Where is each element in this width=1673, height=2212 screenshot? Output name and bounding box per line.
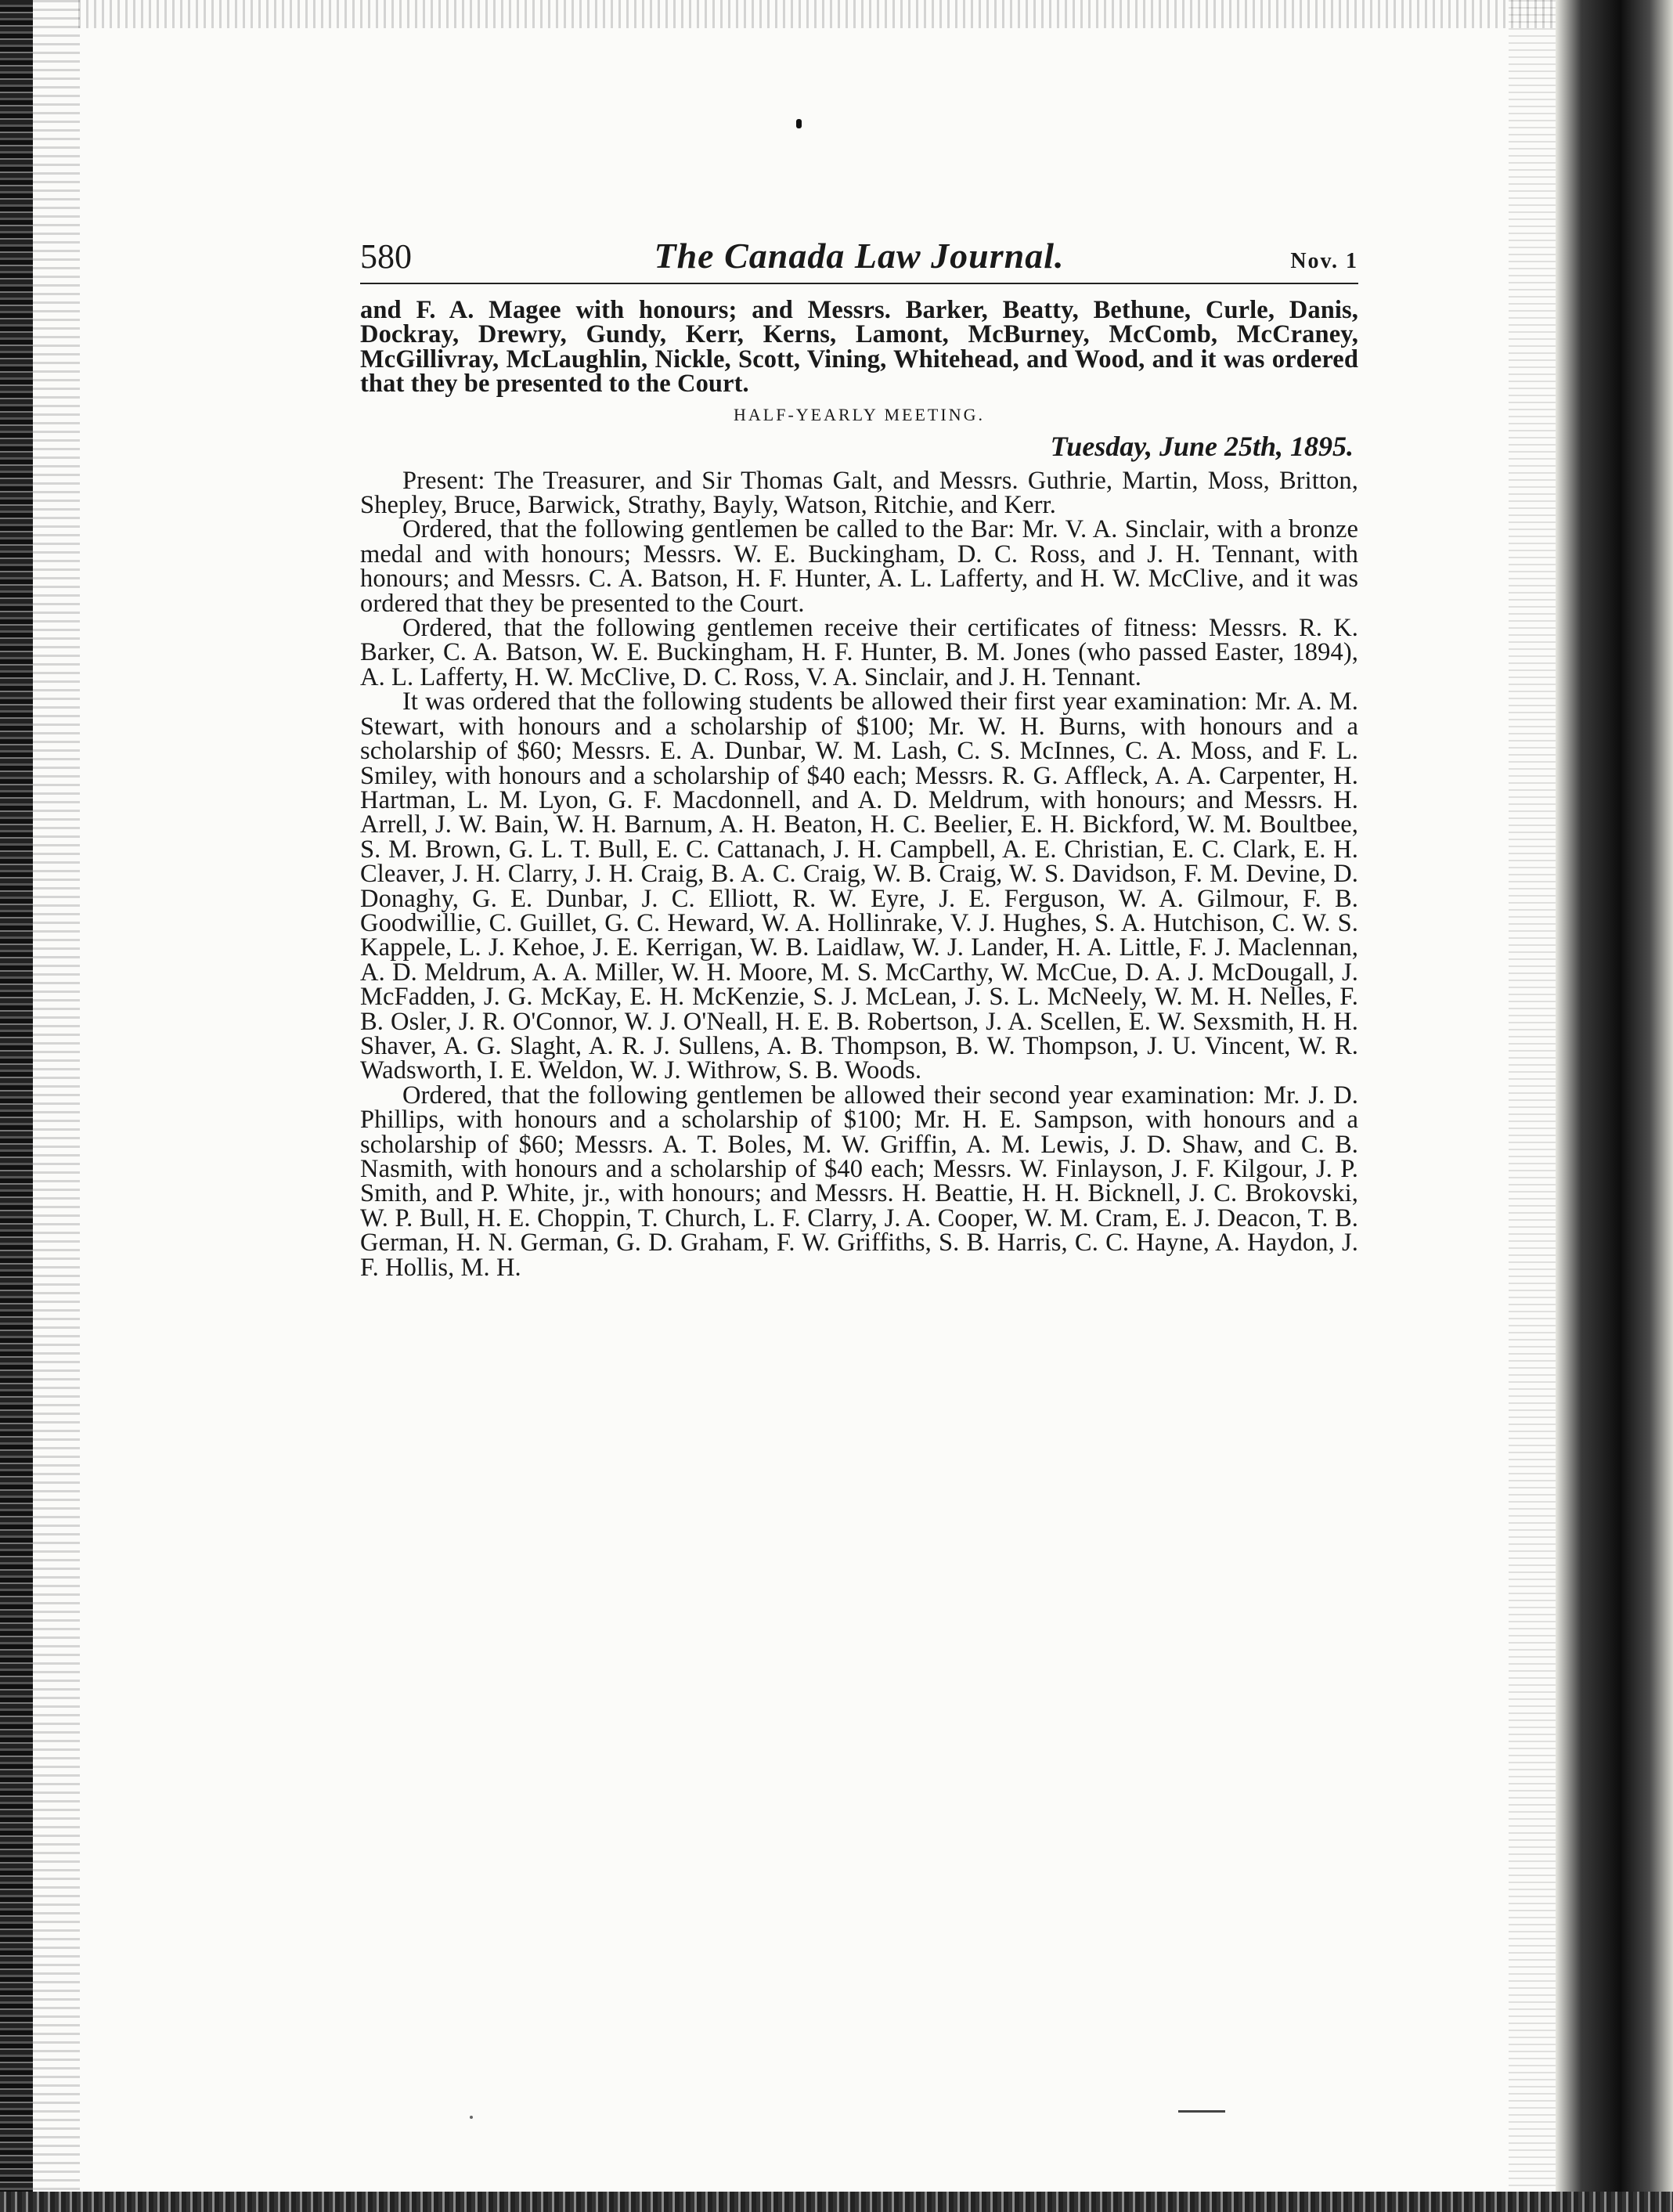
scan-edge-bottom <box>0 2192 1673 2212</box>
paragraph-second-year: Ordered, that the following gentlemen be allowed their second year examination: Mr. J. D. Phillips, with honours and a scholarship of $100; Mr. H. E. Sampson, with honours and a scholarship of $60; Messrs. A. T. Boles, M. W. Griffin, A. M. Lewis, J. D. Shaw, and C. B. Nasmith, with honours and a scholarship of $40 each; Messrs. W. Finlayson, J. F. Kilgour, J. P. Smith, and P. White, jr., with honours; and Messrs. H. Beattie, H. H. Bicknell, J. C. Brokovski, W. P. Bull, H. E. Choppin, T. Church, L. F. Clarry, J. A. Cooper, W. M. Cram, E. J. Deacon, T. B. German, H. N. German, G. D. Graham, F. W. Griffiths, S. B. Harris, C. C. Hayne, A. Haydon, J. F. Hollis, M. H. <box>360 1081 1358 1282</box>
journal-page <box>360 235 1358 1280</box>
journal-title: The Canada Law Journal. <box>654 236 1065 276</box>
paragraph-first-year: It was ordered that the following students be allowed their first year examination: Mr. A. M. Stewart, with honours and a scholarship of $100; Mr. W. H. Burns, with honours and a scholarship of $60; Messrs. E. A. Dunbar, W. M. Lash, C. S. McInnes, C. A. Moss, and F. L. Smiley, with honours and a scholarship of $40 each; Messrs. R. G. Affleck, A. A. Carpenter, H. Hartman, L. M. Lyon, G. F. Macdonnell, and A. D. Meldrum, with honours; and Messrs. H. Arrell, J. W. Bain, W. H. Barnum, A. H. Beaton, H. C. Beelier, E. H. Bickford, W. M. Boultbee, S. M. Brown, G. L. T. Bull, E. C. Cattanach, J. H. Campbell, A. E. Christian, E. C. Clark, E. H. Cleaver, J. H. Clarry, J. H. Craig, B. A. C. Craig, W. B. Craig, W. S. Davidson, F. M. Devine, D. Donaghy, G. E. Dunbar, J. C. Elliott, R. W. Eyre, J. E. Ferguson, W. A. Gilmour, F. B. Goodwillie, C. Guillet, G. C. Heward, W. A. Hollinrake, V. J. Hughes, S. A. Hutchison, C. W. S. Kappele, L. J. Kehoe, J. E. Kerrigan, W. B. Laidlaw, W. J. Lander, H. A. Little, F. J. Maclennan, A. D. Meldrum, A. A. Miller, W. H. Moore, M. S. McCarthy, W. McCue, D. A. J. McDougall, J. McFadden, J. G. McKay, E. H. McKenzie, S. J. McLean, J. S. L. McNeely, W. M. H. Nelles, F. B. Osler, J. R. O'Connor, W. J. O'Neall, H. E. B. Robertson, J. A. Scellen, E. W. Sexsmith, H. H. Shaver, A. G. Slaght, A. R. J. Sullens, A. B. Thompson, B. W. Thompson, J. U. Vincent, W. R. Wadsworth, I. E. Weldon, W. J. Withrow, S. B. Woods. <box>360 687 1358 1085</box>
meeting-date: Tuesday, June 25th, 1895. <box>1050 430 1354 462</box>
page-number: 580 <box>360 237 412 276</box>
section-heading: HALF-YEARLY MEETING. <box>734 404 985 424</box>
ink-speck <box>796 119 802 128</box>
binding-shadow-left <box>0 0 33 2212</box>
scan-noise-top <box>78 0 1556 28</box>
paragraph-present: Present: The Treasurer, and Sir Thomas Galt, and Messrs. Guthrie, Martin, Moss, Britton, Shepley, Bruce, Barwick, Strathy, Bayly, Watson, Ritchie, and Kerr. <box>360 466 1358 520</box>
running-header <box>360 235 1358 284</box>
ink-speck-bottom <box>470 2116 473 2119</box>
continuation-paragraph: and F. A. Magee with honours; and Messrs. Barker, Beatty, Bethune, Curle, Danis, Dockray, Drewry, Gundy, Kerr, Kerns, Lamont, McBurney, McComb, McCraney, McGillivray, McLaughlin, Nickle, Scott, Vining, Whitehead, and Wood, and it was ordered that they be presented to the Court. <box>360 296 1358 399</box>
issue-date: Nov. 1 <box>1290 249 1358 273</box>
scan-noise-right <box>1509 0 1556 2212</box>
paragraph-called-to-bar: Ordered, that the following gentlemen be called to the Bar: Mr. V. A. Sinclair, with a bronze medal and with honours; Messrs. W. E. Buckingham, D. C. Ross, and J. H. Tennant, with honours; and Messrs. C. A. Batson, H. F. Hunter, A. L. Lafferty, and H. W. McClive, and it was ordered that they be presented to the Court. <box>360 515 1358 618</box>
ink-mark-bottom <box>1178 2110 1225 2113</box>
scan-noise-left <box>33 0 80 2212</box>
page-edge-shadow-right <box>1556 0 1673 2212</box>
paragraph-certificates: Ordered, that the following gentlemen receive their certificates of fitness: Messrs. R. K. Barker, C. A. Batson, W. E. Buckingham, H. F. Hunter, B. M. Jones (who passed Easter, 1894), A. L. Lafferty, H. W. McClive, D. C. Ross, V. A. Sinclair, and J. H. Tennant. <box>360 614 1358 691</box>
